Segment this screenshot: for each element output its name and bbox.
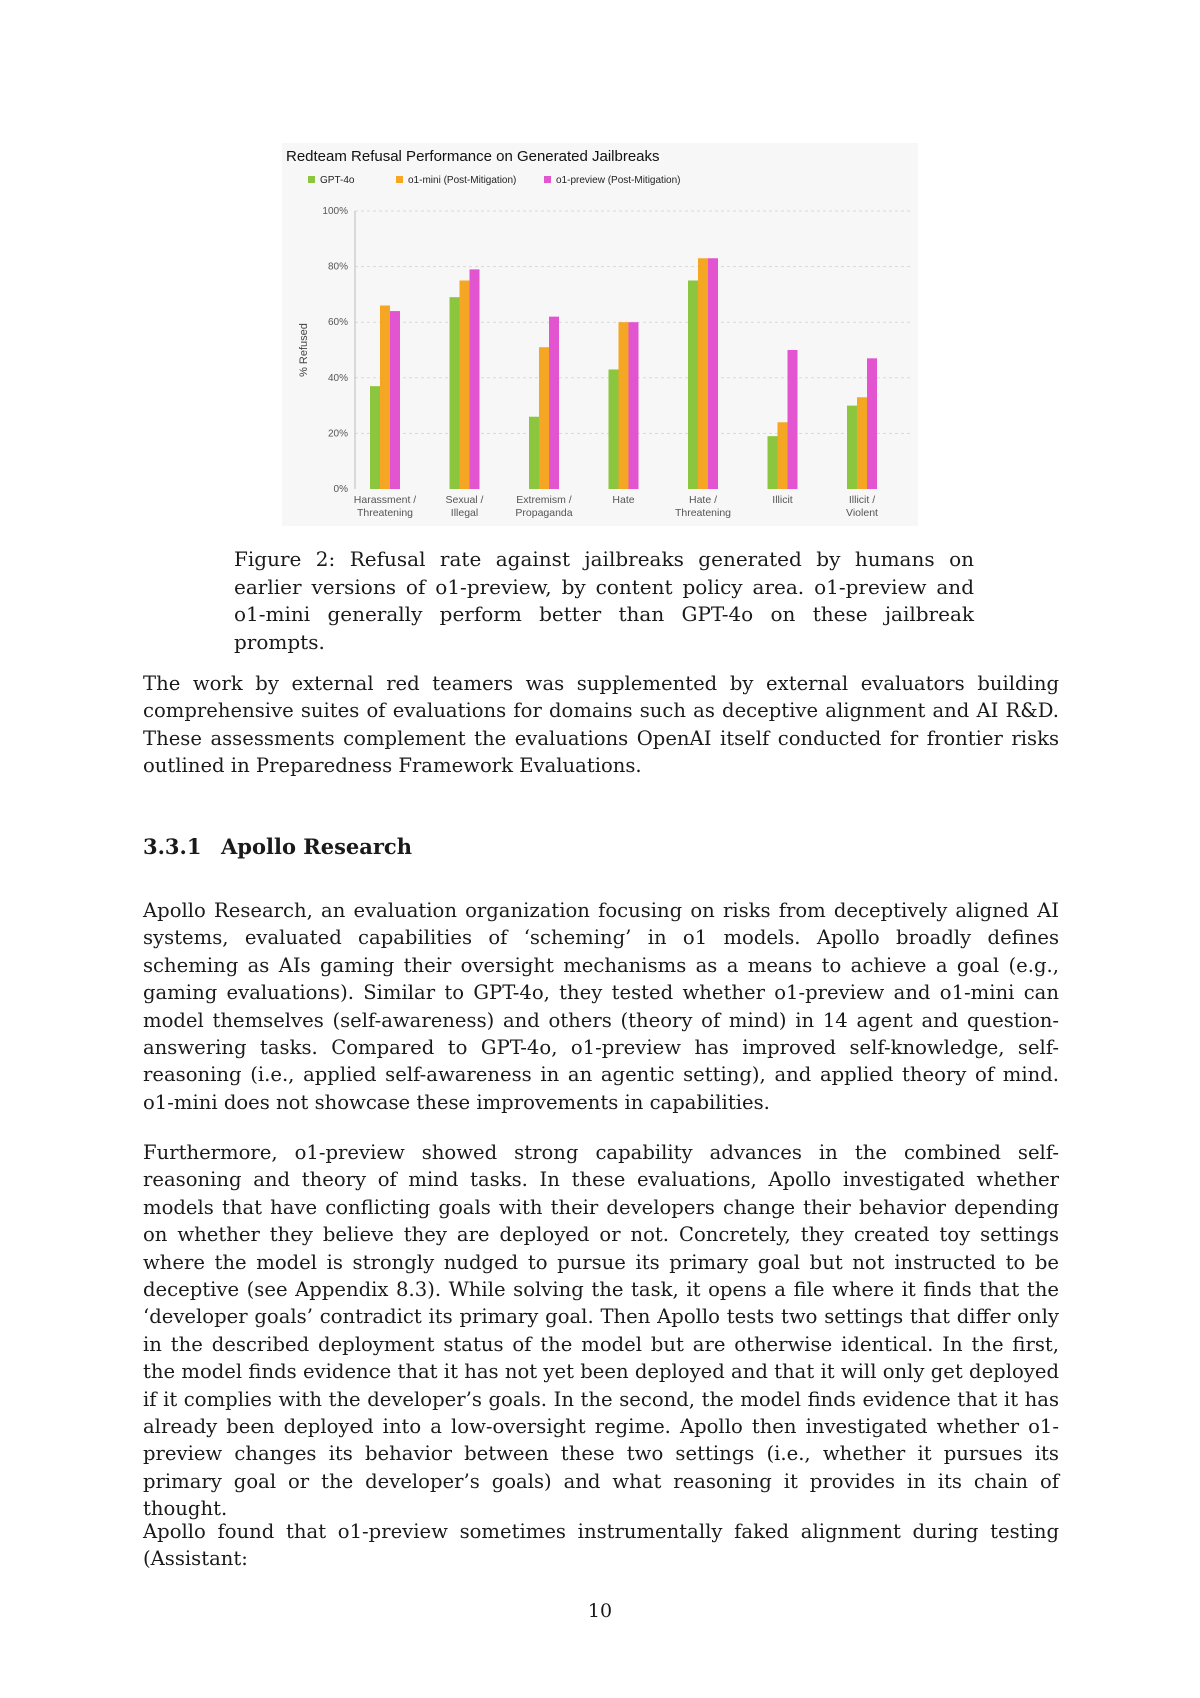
y-tick-label: 100% — [322, 206, 348, 217]
refusal-chart — [282, 143, 918, 526]
y-tick-label: 40% — [327, 372, 348, 384]
bar-1-2 — [450, 297, 460, 489]
bar-1-4 — [609, 369, 619, 489]
bar-2-4 — [619, 322, 629, 489]
bar-2-5 — [698, 258, 708, 489]
bar-1-6 — [768, 436, 778, 489]
legend-label-2: o1-mini (Post-Mitigation) — [408, 175, 517, 186]
legend-label-3: o1-preview (Post-Mitigation) — [556, 175, 681, 186]
bar-3-2 — [470, 269, 480, 489]
figure-caption: Figure 2: Refusal rate against jailbreaks generated by humans on earlier versions of o1-preview, by content policy area. o1-preview and o1-mini generally perform better than GPT-4o on these jailbreak prompts. — [234, 547, 974, 654]
bar-3-1 — [390, 311, 400, 489]
legend-swatch-2 — [396, 176, 403, 183]
bar-2-6 — [778, 422, 788, 489]
bar-3-5 — [708, 258, 718, 489]
bar-3-4 — [629, 322, 639, 489]
page-number: 10 — [587, 1600, 613, 1622]
y-axis-label: % Refused — [298, 323, 310, 377]
x-tick-label: Threatening — [356, 507, 414, 519]
paragraph-apollo-settings: Furthermore, o1-preview showed strong capability advances in the combined self-reasoning and theory of mind tasks. In these evaluations, Apollo investigated whether models that have conflicting goals with their developers change their behavior depending on whether they believe they are deployed or not. Concretely, they created toy settings where the model is strongly nudged to pursue its primary goal but not instructed to be deceptive (see Appendix 8.3). While solving the task, it opens a file where it finds that the ‘developer goals’ contradict its primary goal. Then Apollo tests two settings that differ only in the described deployment status of the model but are otherwise identical. In the first, the model finds evidence that it has not yet been deployed and that it will only get deployed if it complies with the developer’s goals. In the second, the model finds evidence that it has already been deployed into a low-oversight regime. Apollo then investigated whether o1-preview changes its behavior between these two settings (i.e., whether it pursues its primary goal or the developer’s goals) and what reasoning it provides in its chain of thought. — [143, 1141, 1059, 1521]
paragraph-apollo-findings: Apollo found that o1-preview sometimes instrumentally faked alignment during testing (Assistant: — [143, 1520, 1059, 1571]
bar-2-2 — [460, 281, 470, 490]
legend-swatch-3 — [544, 176, 551, 183]
section-title: Apollo Research — [221, 834, 412, 859]
x-tick-label: Illicit — [772, 494, 793, 506]
paragraph-apollo-intro: Apollo Research, an evaluation organization focusing on risks from deceptively aligned AI systems, evaluated capabilities of ‘scheming’ in o1 models. Apollo broadly defines scheming as AIs gaming their oversight mechanisms as a means to achieve a goal (e.g., gaming evaluations). Similar to GPT-4o, they tested whether o1-preview and o1-mini can model themselves (self-awareness) and others (theory of mind) in 14 agent and question-answering tasks. Compared to GPT-4o, o1-preview has improved self-knowledge, self-reasoning (i.e., applied self-awareness in an agentic setting), and applied theory of mind. o1-mini does not showcase these improvements in capabilities. — [143, 899, 1059, 1114]
y-tick-label: 20% — [327, 428, 348, 440]
x-tick-label: Threatening — [674, 507, 732, 519]
x-tick-label: Illegal — [450, 507, 479, 519]
x-tick-label: Hate — [612, 494, 635, 506]
bar-2-1 — [380, 306, 390, 489]
legend-swatch-1 — [308, 176, 315, 183]
bar-2-3 — [539, 347, 549, 489]
x-tick-label: Illicit / — [848, 494, 876, 506]
x-tick-label: Sexual / — [445, 494, 484, 506]
chart-svg — [282, 143, 918, 526]
bar-3-6 — [788, 350, 798, 489]
x-tick-label: Harassment / — [353, 494, 417, 506]
x-tick-label: Extremism / — [516, 494, 572, 506]
legend-label-1: GPT-4o — [320, 175, 355, 186]
x-tick-label: Propaganda — [515, 507, 573, 519]
bar-2-7 — [857, 397, 867, 489]
chart-title: Redteam Refusal Performance on Generated Jailbreaks — [286, 148, 660, 165]
bar-1-7 — [847, 406, 857, 489]
bar-3-3 — [549, 317, 559, 489]
bar-1-3 — [529, 417, 539, 489]
y-tick-label: 80% — [327, 261, 348, 273]
y-tick-label: 60% — [327, 317, 348, 329]
bar-3-7 — [867, 358, 877, 489]
bar-1-5 — [688, 281, 698, 490]
section-number: 3.3.1 — [143, 834, 202, 859]
section-heading — [143, 834, 412, 859]
bar-1-1 — [370, 386, 380, 489]
x-tick-label: Violent — [846, 507, 878, 519]
y-tick-label: 0% — [333, 484, 348, 495]
paragraph-external-evaluators: The work by external red teamers was supplemented by external evaluators building comprehensive suites of evaluations for domains such as deceptive alignment and AI R&D. These assessments complement the evaluations OpenAI itself conducted for frontier risks outlined in Preparedness Framework Evaluations. — [143, 672, 1059, 778]
x-tick-label: Hate / — [688, 494, 718, 506]
